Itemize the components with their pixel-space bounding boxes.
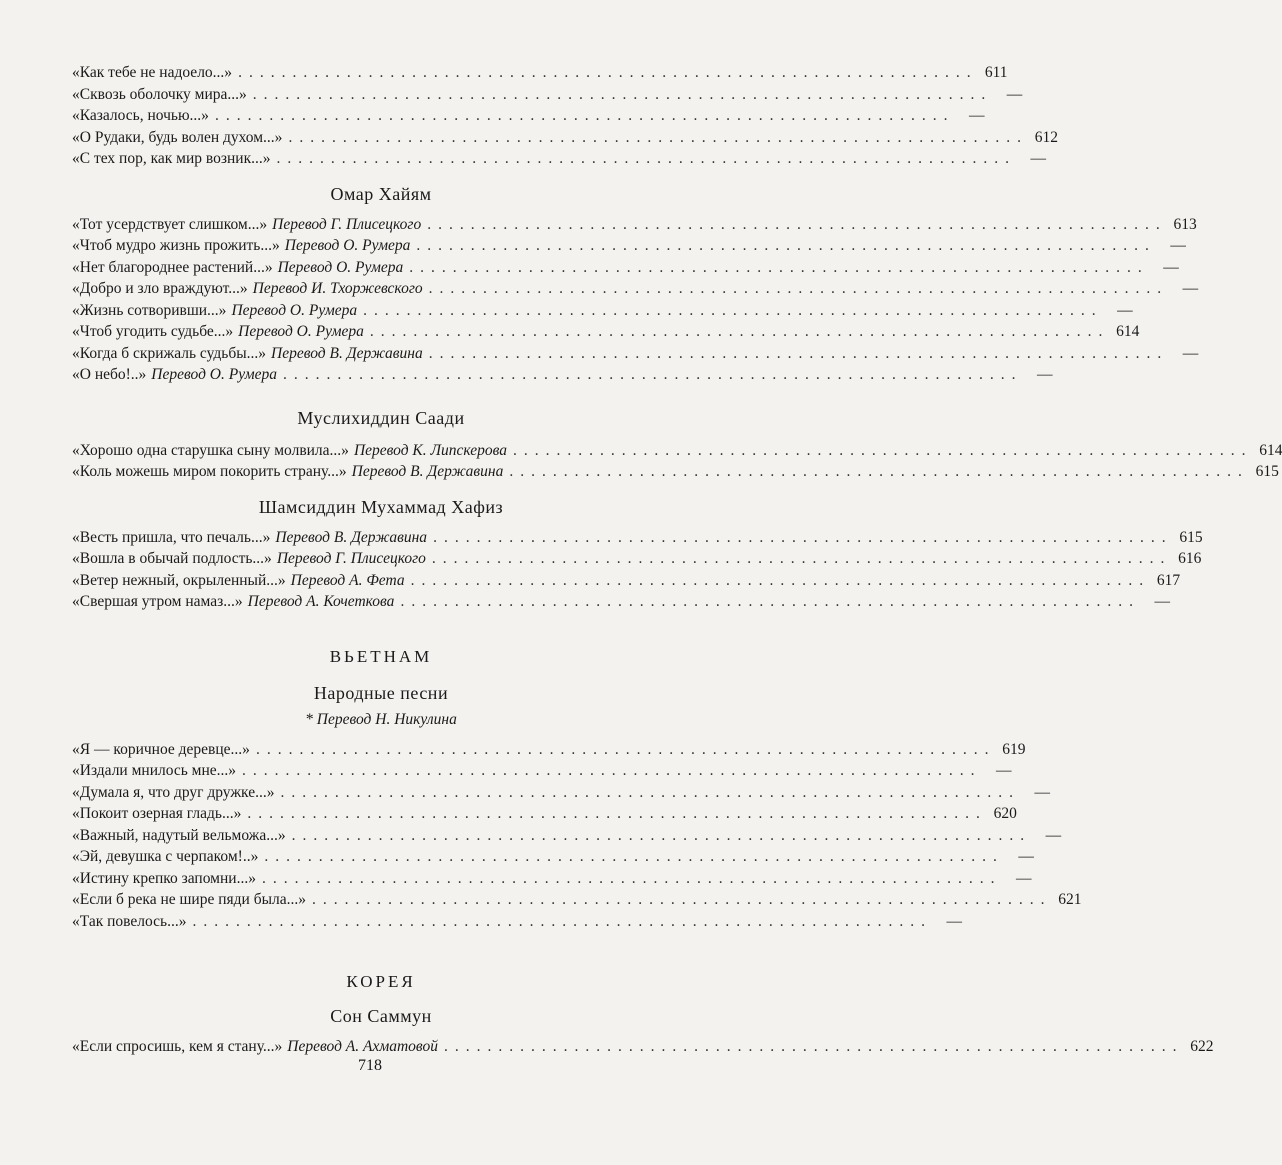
toc-section-saadi (72, 440, 1282, 483)
entry-title: «Коль можешь миром покорить страну...» (72, 463, 347, 480)
entry-page: — (1163, 258, 1179, 276)
entry-page: — (1030, 150, 1046, 167)
leader-dots: .................................................................... (238, 64, 978, 81)
country-heading: КОРЕЯ (346, 972, 416, 991)
entry-title: «О Рудаки, будь волен духом...» (72, 128, 283, 146)
entry-title: «Вошла в обычай подлость...» (72, 550, 272, 567)
entry-page: — (1154, 593, 1170, 610)
entry-translator: Перевод О. Румера (277, 258, 404, 276)
toc-entry (72, 148, 1046, 170)
page-number: 718 (358, 1057, 382, 1074)
country-heading: ВЬЕТНАМ (329, 646, 433, 666)
toc-entry (72, 570, 1181, 592)
entry-title: «Так повелось...» (72, 912, 187, 930)
entry-title: «Если б река не шире пяди была...» (72, 891, 306, 908)
leader-dots: .................................................................... (400, 593, 1140, 610)
toc-entry (72, 343, 1199, 365)
leader-dots: .................................................................... (312, 891, 1052, 908)
leader-dots: .................................................................... (192, 912, 932, 930)
entry-page: — (946, 912, 962, 930)
entry-page: 614 (1116, 323, 1140, 340)
author-heading: Омар Хайям (330, 183, 432, 204)
entry-page: 617 (1156, 571, 1181, 589)
toc-entry (72, 760, 1012, 782)
toc-entry (72, 214, 1197, 236)
leader-dots: .................................................................... (261, 869, 1002, 887)
entry-title: «Тот усердствует слишком...» (72, 215, 268, 233)
table-of-contents (72, 62, 1282, 1058)
leader-dots: .................................................................... (509, 463, 1249, 480)
author-heading: Шамсиддин Мухаммад Хафиз (258, 496, 504, 517)
toc-entry (72, 321, 1140, 343)
entry-title: «Истину крепко запомни...» (72, 869, 256, 887)
toc-entry (72, 803, 1017, 825)
entry-title: «Ветер нежный, окрыленный...» (72, 571, 286, 589)
entry-page: — (1036, 366, 1053, 383)
toc-entry (72, 911, 962, 933)
leader-dots: .................................................................... (276, 150, 1016, 167)
entry-page: — (1045, 826, 1062, 844)
entry-translator: Перевод О. Румера (151, 366, 277, 383)
toc-entry (72, 235, 1186, 257)
entry-translator: Перевод Г. Плисецкого (272, 215, 422, 233)
entry-translator: Перевод А. Кочеткова (247, 593, 395, 610)
entry-translator: Перевод О. Румера (284, 237, 411, 254)
entry-page: 622 (1190, 1038, 1214, 1055)
entry-translator: Перевод В. Державина (275, 528, 428, 546)
toc-section-hafiz (72, 527, 1203, 613)
toc-entry (72, 62, 1008, 84)
entry-title: «Эй, девушка с черпаком!..» (72, 848, 259, 865)
toc-entry (72, 548, 1202, 570)
author-heading: Народные песни (313, 682, 449, 703)
entry-translator: Перевод О. Румера (231, 301, 358, 319)
entry-title: «Чтоб мудро жизнь прожить...» (72, 237, 280, 254)
entry-title: «Жизнь сотворивши...» (72, 301, 227, 319)
author-heading: Сон Саммун (330, 1006, 432, 1026)
leader-dots: .................................................................... (431, 550, 1172, 567)
entry-translator: Перевод А. Фета (290, 571, 405, 589)
entry-translator: Перевод О. Румера (238, 323, 364, 340)
leader-dots: .................................................................... (409, 258, 1149, 276)
entry-title: «Покоит озерная гладь...» (72, 805, 242, 822)
entry-title: «Сквозь оболочку мира...» (72, 85, 247, 103)
leader-dots: .................................................................... (282, 366, 1023, 383)
toc-entry (72, 300, 1133, 322)
entry-page: 620 (993, 805, 1017, 822)
leader-dots: .................................................................... (428, 280, 1169, 297)
entry-page: — (1182, 344, 1199, 362)
entry-page: — (1015, 869, 1032, 887)
entry-title: «Добро и зло враждуют...» (72, 280, 248, 297)
toc-section-khayyam (72, 214, 1199, 386)
toc-entry (72, 846, 1034, 868)
toc-entry (72, 868, 1032, 890)
toc-entry (72, 825, 1062, 847)
toc-entry (72, 461, 1279, 483)
author-heading: Муслихиддин Саади (297, 407, 465, 428)
leader-dots: .................................................................... (410, 571, 1151, 589)
leader-dots: .................................................................... (255, 740, 996, 758)
entry-title: «С тех пор, как мир возник...» (72, 150, 271, 167)
toc-entry (72, 739, 1026, 761)
entry-title: «Я — коричное деревце...» (72, 740, 250, 758)
toc-entry (72, 127, 1058, 149)
entry-title: «Весть пришла, что печаль...» (72, 528, 271, 546)
leader-dots: .................................................................... (252, 85, 993, 103)
entry-page: 615 (1179, 528, 1203, 546)
leader-dots: .................................................................... (369, 323, 1110, 340)
entry-title: «Казалось, ночью...» (72, 107, 209, 124)
toc-entry (72, 1036, 1214, 1058)
toc-section-korea (72, 1036, 1214, 1058)
toc-entry (72, 84, 1023, 106)
toc-entry (72, 105, 985, 127)
entry-page: 613 (1173, 215, 1197, 233)
entry-title: «Когда б скрижаль судьбы...» (72, 344, 266, 362)
entry-page: — (1034, 783, 1050, 801)
entry-title: «Хорошо одна старушка сыну молвила...» (72, 441, 349, 459)
entry-page: — (1182, 280, 1199, 297)
leader-dots: .................................................................... (363, 301, 1103, 319)
toc-section-vietnam (72, 739, 1082, 933)
entry-translator: Перевод К. Липскерова (353, 441, 507, 459)
entry-translator: Перевод А. Ахматовой (287, 1038, 438, 1055)
leader-dots: .................................................................... (264, 848, 1004, 865)
toc-entry (72, 440, 1282, 462)
leader-dots: .................................................................... (291, 826, 1032, 844)
toc-entry (72, 591, 1170, 613)
leader-dots: .................................................................... (512, 441, 1253, 459)
entry-page: — (1117, 301, 1133, 319)
entry-page: 621 (1058, 891, 1082, 908)
entry-title: «Чтоб угодить судьбе...» (72, 323, 234, 340)
toc-entry (72, 278, 1199, 300)
leader-dots: .................................................................... (433, 528, 1173, 546)
entry-translator: Перевод И. Тхоржевского (252, 280, 423, 297)
toc-entry (72, 889, 1082, 911)
translator-subheading: * Перевод Н. Никулина (305, 710, 457, 728)
entry-title: «Важный, надутый вельможа...» (72, 826, 286, 844)
leader-dots: .................................................................... (416, 237, 1156, 254)
leader-dots: .................................................................... (427, 215, 1167, 233)
entry-title: «Думала я, что друг дружке...» (72, 783, 275, 801)
entry-page: — (1006, 85, 1023, 103)
entry-page: 619 (1002, 740, 1026, 758)
toc-section-rudaki (72, 62, 1058, 170)
entry-page: 615 (1255, 463, 1279, 480)
entry-title: «Нет благороднее растений...» (72, 258, 273, 276)
leader-dots: .................................................................... (443, 1038, 1184, 1055)
leader-dots: .................................................................... (288, 128, 1028, 146)
entry-translator: Перевод В. Державина (351, 463, 504, 480)
toc-entry (72, 782, 1050, 804)
entry-page: 616 (1178, 550, 1202, 567)
entry-translator: Перевод В. Державина (271, 344, 423, 362)
toc-entry (72, 364, 1053, 386)
leader-dots: .................................................................... (428, 344, 1169, 362)
toc-entry (72, 257, 1179, 279)
entry-title: «Как тебе не надоело...» (72, 64, 233, 81)
entry-title: «Если спросишь, кем я стану...» (72, 1038, 283, 1055)
entry-page: — (996, 762, 1012, 779)
toc-entry (72, 527, 1203, 549)
entry-translator: Перевод Г. Плисецкого (276, 550, 426, 567)
leader-dots: .................................................................... (214, 107, 955, 124)
entry-page: — (1018, 848, 1034, 865)
leader-dots: .................................................................... (242, 762, 982, 779)
entry-page: 614 (1259, 441, 1282, 459)
entry-title: «Издали мнилось мне...» (72, 762, 237, 779)
entry-page: — (1170, 237, 1186, 254)
entry-page: 612 (1034, 128, 1058, 146)
leader-dots: .................................................................... (247, 805, 987, 822)
entry-page: — (968, 107, 985, 124)
entry-page: 611 (984, 64, 1008, 81)
leader-dots: .................................................................... (280, 783, 1020, 801)
entry-title: «Свершая утром намаз...» (72, 593, 243, 610)
entry-title: «О небо!..» (72, 366, 147, 383)
